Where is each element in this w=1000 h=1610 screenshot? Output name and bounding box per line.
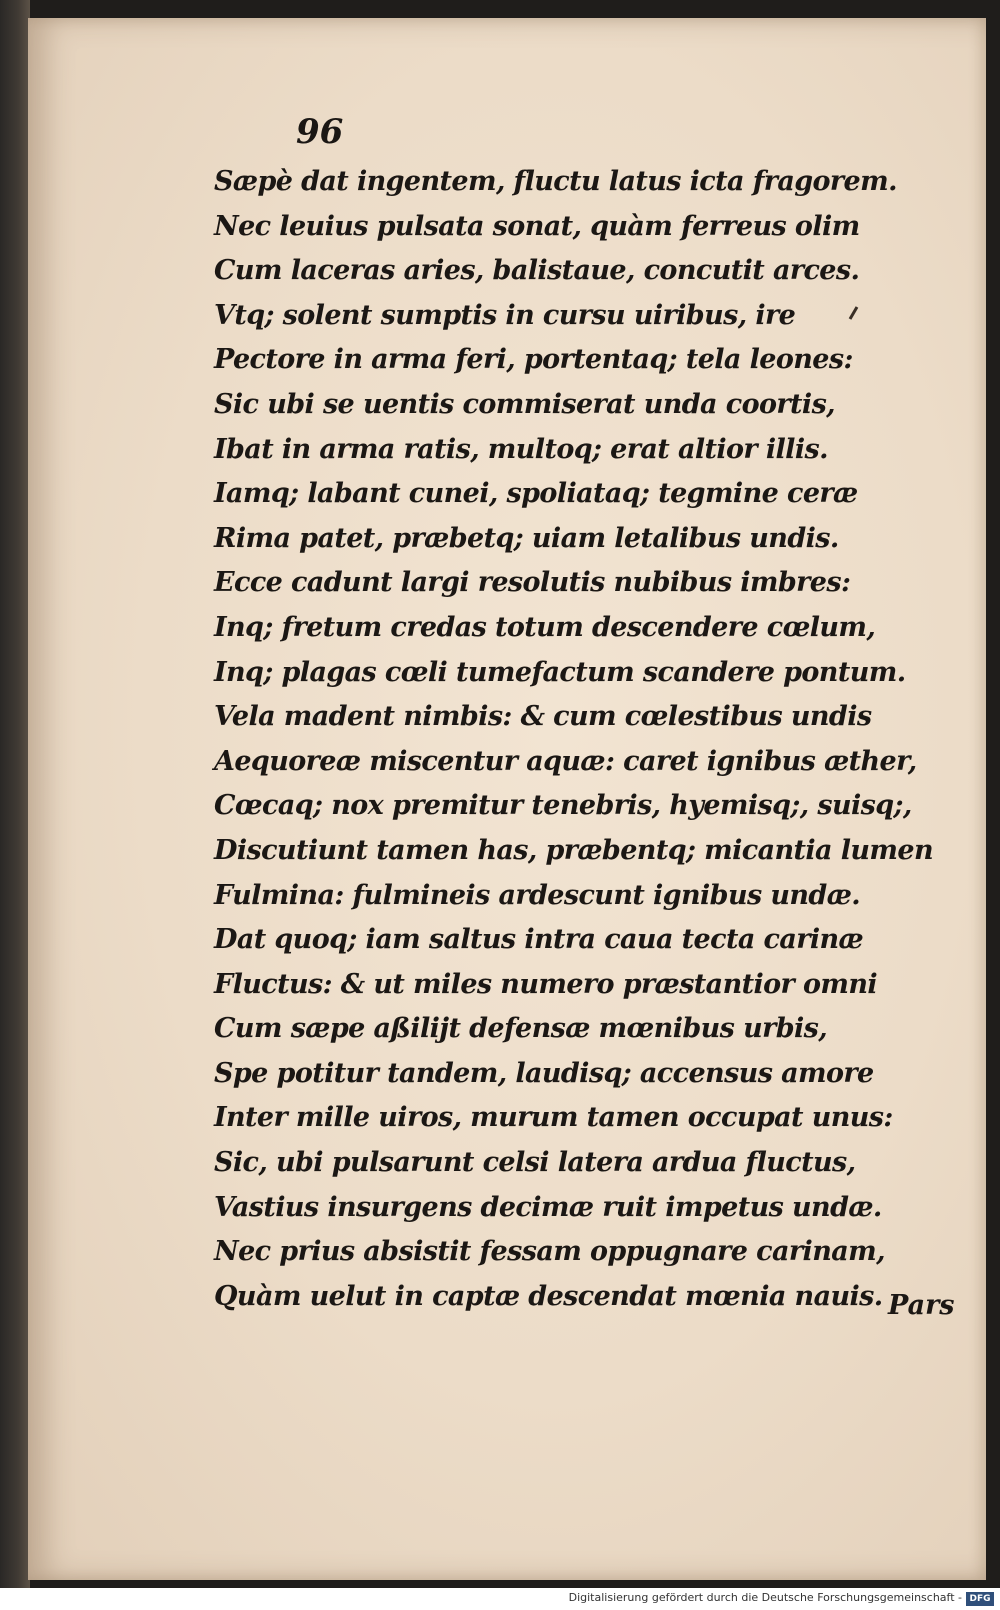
- verse-line: Nec leuius pulsata sonat, quàm ferreus olim: [214, 210, 860, 242]
- verse-line: Ibat in arma ratis, multoq; erat altior illis.: [214, 433, 828, 465]
- verse-line: Ecce cadunt largi resolutis nubibus imbres:: [214, 567, 851, 599]
- verse-line: Sic ubi se uentis commiserat unda coortis,: [214, 388, 835, 420]
- verse-line: Cœcaq; nox premitur tenebris, hyemisq;, suisq;,: [214, 790, 912, 822]
- verse-line: Quàm uelut in captæ descendat mœnia nauis.: [214, 1280, 883, 1312]
- verse-line: Rima patet, præbetq; uiam letalibus undis.: [214, 522, 839, 554]
- verse-line: Fulmina: fulmineis ardescunt ignibus undæ.: [214, 879, 861, 911]
- verse-line: Vela madent nimbis: & cum cœlestibus undis: [214, 701, 872, 733]
- verse-line: Vtq; solent sumptis in cursu uiribus, ire: [214, 299, 796, 331]
- dfg-logo: DFG: [966, 1592, 994, 1606]
- book-spine-edge: [0, 0, 30, 1588]
- verse-line: Inq; fretum credas totum descendere cœlum,: [214, 611, 876, 643]
- catchword: Pars: [888, 1290, 955, 1321]
- verse-line: Fluctus: & ut miles numero præstantior omni: [214, 968, 878, 1000]
- funding-notice: Digitalisierung gefördert durch die Deutsche Forschungsgemeinschaft -: [568, 1591, 962, 1604]
- page-number: 96: [296, 112, 344, 152]
- footer-bar: [0, 1588, 1000, 1610]
- verse-list: [214, 160, 933, 1319]
- verse-line: Inq; plagas cœli tumefactum scandere pontum.: [214, 656, 906, 688]
- verse-line: Sæpè dat ingentem, fluctu latus icta fragorem.: [214, 166, 897, 197]
- verse-line: Iamq; labant cunei, spoliataq; tegmine ceræ: [214, 478, 858, 510]
- verse-line: Inter mille uiros, murum tamen occupat unus:: [214, 1102, 893, 1134]
- verse-line: Sic, ubi pulsarunt celsi latera ardua fluctus,: [214, 1147, 856, 1179]
- verse-line: Aequoreæ miscentur aquæ: caret ignibus æther,: [214, 745, 917, 777]
- verse-line: Vastius insurgens decimæ ruit impetus undæ.: [214, 1191, 882, 1223]
- verse-line: Spe potitur tandem, laudisq; accensus amore: [214, 1057, 874, 1089]
- verse-line: Pectore in arma feri, portentaq; tela leones:: [214, 344, 853, 376]
- verse-line: Discutiunt tamen has, præbentq; micantia lumen: [214, 834, 934, 866]
- verse-line: Nec prius absistit fessam oppugnare carinam,: [214, 1236, 885, 1268]
- verse-line: Cum laceras aries, balistaue, concutit arces.: [214, 255, 860, 287]
- verse-line: Cum sæpe aßilijt defensæ mœnibus urbis,: [214, 1013, 828, 1045]
- verse-line: Dat quoq; iam saltus intra caua tecta carinæ: [214, 924, 864, 956]
